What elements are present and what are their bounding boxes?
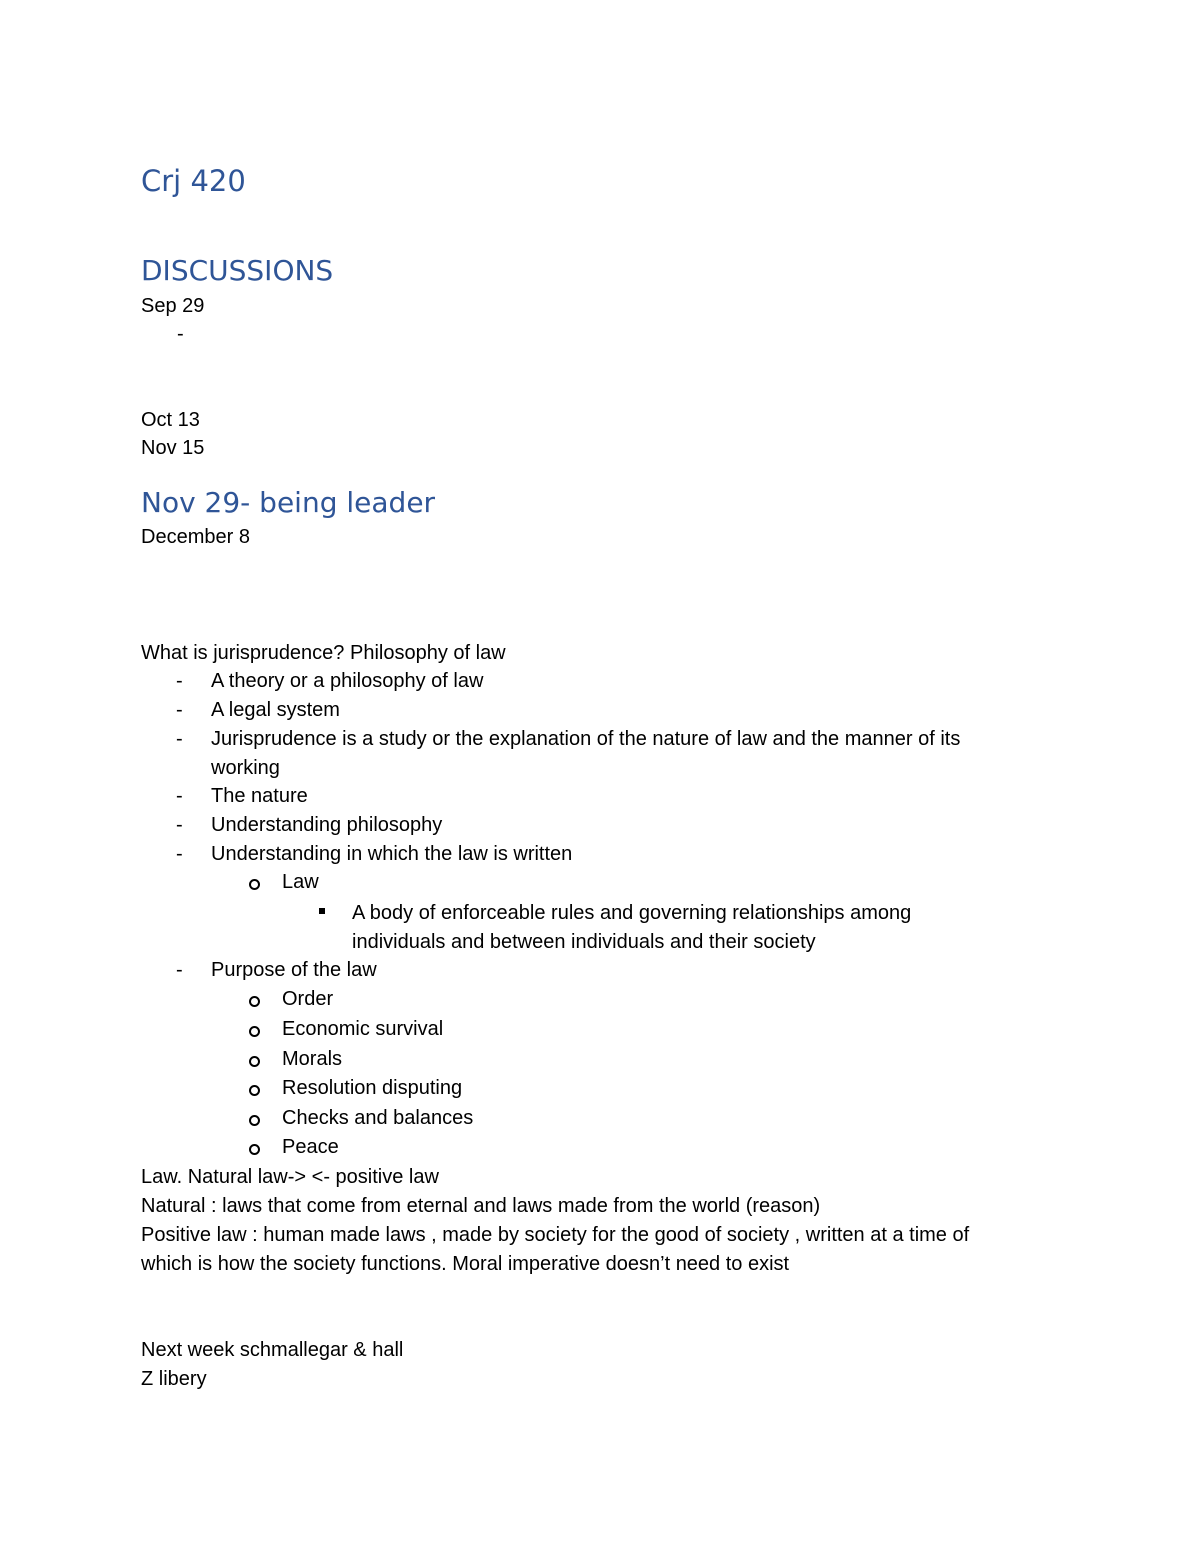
z-libery-line: Z libery (141, 1368, 207, 1390)
date-december: December 8 (141, 526, 250, 548)
purpose-item: Peace (282, 1136, 339, 1158)
square-bullet-icon (319, 908, 325, 914)
law-line: Law. Natural law-> <- positive law (141, 1166, 439, 1188)
purpose-item: Checks and balances (282, 1107, 474, 1129)
law-definition: A body of enforceable rules and governing relationships among (352, 902, 912, 924)
next-week-line: Next week schmallegar & hall (141, 1339, 404, 1361)
circle-bullet-icon (249, 1115, 260, 1126)
list-item-continuation: working (211, 757, 280, 779)
date-sep-dash: - (177, 323, 184, 345)
circle-bullet-icon (249, 1085, 260, 1096)
list-item: The nature (211, 785, 308, 807)
circle-bullet-icon (249, 1144, 260, 1155)
natural-law-line: Natural : laws that come from eternal and laws made from the world (reason) (141, 1195, 821, 1217)
circle-bullet-icon (249, 996, 260, 1007)
dash-bullet: - (176, 699, 183, 721)
list-item: A legal system (211, 699, 340, 721)
list-item: A theory or a philosophy of law (211, 670, 484, 692)
dash-bullet: - (176, 728, 183, 750)
purpose-item: Resolution disputing (282, 1077, 463, 1099)
dash-bullet: - (176, 785, 183, 807)
nov29-heading: Nov 29- being leader (141, 486, 436, 519)
list-item: Understanding philosophy (211, 814, 443, 836)
date-oct: Oct 13 (141, 409, 200, 431)
dash-bullet: - (176, 959, 183, 981)
purpose-item: Order (282, 988, 334, 1010)
dash-bullet: - (176, 814, 183, 836)
date-sep: Sep 29 (141, 295, 205, 317)
list-item: Jurisprudence is a study or the explanation of the nature of law and the manner of its (211, 728, 961, 750)
date-nov15: Nov 15 (141, 437, 205, 459)
circle-bullet-icon (249, 1026, 260, 1037)
discussions-heading: DISCUSSIONS (141, 254, 334, 287)
purpose-item: Morals (282, 1048, 343, 1070)
list-item: Understanding in which the law is written (211, 843, 573, 865)
law-definition-continuation: individuals and between individuals and their society (352, 931, 816, 953)
positive-law-continuation: which is how the society functions. Moral imperative doesn’t need to exist (141, 1253, 790, 1275)
question-line: What is jurisprudence? Philosophy of law (141, 642, 506, 664)
sub-item-law: Law (282, 871, 319, 893)
dash-bullet: - (176, 670, 183, 692)
positive-law-line: Positive law : human made laws , made by society for the good of society , written at a time of (141, 1224, 970, 1246)
document-title: Crj 420 (141, 164, 246, 198)
dash-bullet: - (176, 843, 183, 865)
purpose-item: Economic survival (282, 1018, 444, 1040)
list-item-purpose: Purpose of the law (211, 959, 377, 981)
circle-bullet-icon (249, 879, 260, 890)
circle-bullet-icon (249, 1056, 260, 1067)
